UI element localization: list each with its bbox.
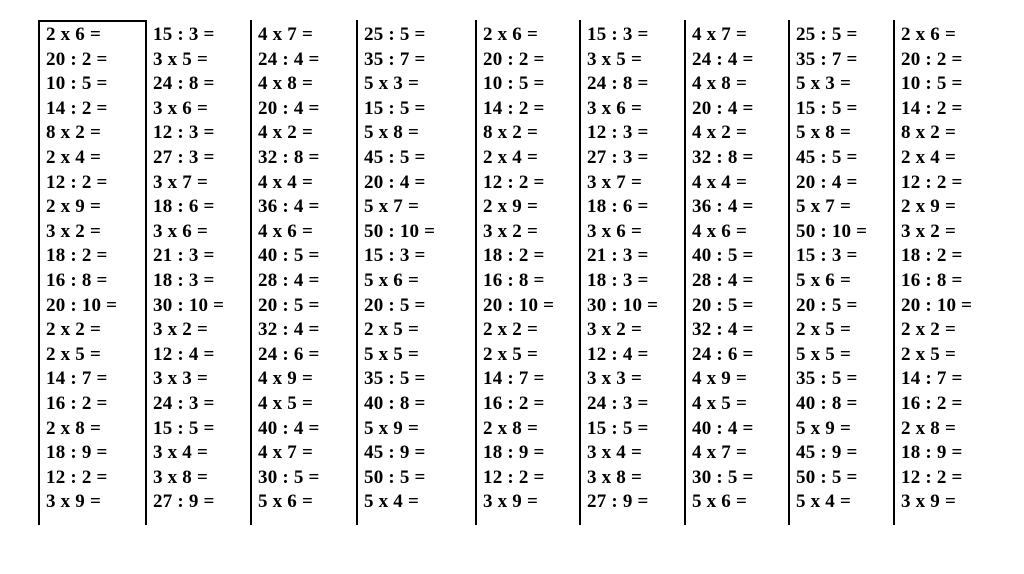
math-problem: 2 x 9 = [46,196,101,218]
math-problem: 18 : 9 = [483,442,545,464]
math-problem: 50 : 10 = [796,220,868,242]
math-problem: 2 x 6 = [901,24,956,45]
math-problem: 12 : 3 = [587,122,649,144]
math-problem: 14 : 2 = [483,97,545,119]
math-problem: 4 x 6 = [692,220,747,242]
math-problem: 5 x 7 = [364,196,419,218]
problem-list [258,23,320,515]
math-problem: 2 x 6 = [46,24,101,45]
math-problem: 50 : 5 = [364,466,426,488]
column-divider [250,20,252,525]
math-problem: 30 : 5 = [258,466,320,488]
math-problem: 36 : 4 = [258,196,320,218]
math-problem: 3 x 3 = [587,368,642,390]
math-problem: 21 : 3 = [153,245,215,267]
math-problem: 4 x 7 = [692,24,747,45]
problem-list [796,23,867,515]
math-problem: 3 x 8 = [153,466,208,488]
math-problem: 4 x 9 = [258,368,313,390]
math-problem: 20 : 10 = [46,294,118,316]
math-problem: 24 : 4 = [692,48,754,70]
problem-list [46,23,117,515]
math-problem: 5 x 3 = [796,73,851,95]
math-problem: 15 : 5 = [796,97,858,119]
math-problem: 14 : 7 = [901,368,963,390]
math-problem: 16 : 2 = [901,392,963,414]
math-problem: 16 : 8 = [483,269,545,291]
math-problem: 50 : 10 = [364,220,436,242]
math-problem: 3 x 2 = [153,319,208,341]
math-problem: 12 : 2 = [901,466,963,488]
math-problem: 18 : 9 = [46,442,108,464]
math-problem: 30 : 10 = [153,294,225,316]
math-problem: 3 x 5 = [587,48,642,70]
math-problem: 24 : 6 = [692,343,754,365]
math-problem: 5 x 9 = [796,417,851,439]
math-problem: 3 x 9 = [46,491,101,513]
math-problem: 3 x 4 = [153,442,208,464]
math-problem: 32 : 4 = [692,319,754,341]
math-problem: 28 : 4 = [258,269,320,291]
math-problem: 24 : 8 = [153,73,215,95]
math-problem: 5 x 5 = [364,343,419,365]
math-problem: 24 : 4 = [258,48,320,70]
math-problem: 2 x 4 = [46,146,101,168]
column-divider [579,20,581,525]
math-problem: 2 x 5 = [901,343,956,365]
math-problem: 20 : 2 = [46,48,108,70]
math-problem: 18 : 2 = [46,245,108,267]
math-problem: 20 : 4 = [258,97,320,119]
math-problem: 27 : 9 = [587,491,649,513]
math-problem: 4 x 7 = [258,442,313,464]
math-problem: 4 x 8 = [258,73,313,95]
column-divider [788,20,790,525]
math-problem: 4 x 7 = [258,24,313,45]
math-problem: 40 : 4 = [258,417,320,439]
problem-list [587,23,658,515]
math-problem: 12 : 2 = [901,171,963,193]
math-problem: 2 x 2 = [46,319,101,341]
math-problem: 2 x 8 = [46,417,101,439]
math-problem: 30 : 10 = [587,294,659,316]
math-problem: 3 x 6 = [587,220,642,242]
math-problem: 45 : 5 = [364,146,426,168]
math-problem: 14 : 2 = [46,97,108,119]
math-problem: 4 x 5 = [258,392,313,414]
math-problem: 28 : 4 = [692,269,754,291]
top-border-line [38,20,146,22]
math-problem: 40 : 5 = [258,245,320,267]
math-problem: 3 x 9 = [483,491,538,513]
math-problem: 2 x 4 = [901,146,956,168]
math-problem: 3 x 8 = [587,466,642,488]
math-problem: 10 : 5 = [901,73,963,95]
math-problem: 35 : 5 = [796,368,858,390]
math-problem: 5 x 8 = [796,122,851,144]
math-problem: 15 : 3 = [153,24,215,45]
math-problem: 5 x 6 = [796,269,851,291]
math-problem: 35 : 7 = [364,48,426,70]
math-problem: 18 : 3 = [153,269,215,291]
math-problem: 20 : 5 = [692,294,754,316]
math-problem: 20 : 4 = [364,171,426,193]
math-problem: 18 : 6 = [153,196,215,218]
math-problem: 14 : 7 = [46,368,108,390]
math-problem: 5 x 8 = [364,122,419,144]
math-problem: 12 : 2 = [46,171,108,193]
math-problem: 3 x 5 = [153,48,208,70]
math-problem: 24 : 3 = [587,392,649,414]
math-problem: 3 x 6 = [153,97,208,119]
math-problem: 14 : 7 = [483,368,545,390]
math-problem: 36 : 4 = [692,196,754,218]
math-problem: 5 x 9 = [364,417,419,439]
math-problem: 3 x 7 = [587,171,642,193]
math-problem: 45 : 9 = [364,442,426,464]
math-problem: 2 x 5 = [483,343,538,365]
math-problem: 24 : 6 = [258,343,320,365]
math-problem: 5 x 6 = [692,491,747,513]
math-problem: 2 x 9 = [901,196,956,218]
math-problem: 3 x 2 = [46,220,101,242]
math-problem: 16 : 8 = [901,269,963,291]
math-problem: 5 x 5 = [796,343,851,365]
math-problem: 3 x 7 = [153,171,208,193]
math-problem: 20 : 4 = [692,97,754,119]
math-problem: 20 : 10 = [901,294,973,316]
math-problem: 32 : 8 = [692,146,754,168]
math-problem: 12 : 4 = [153,343,215,365]
math-problem: 50 : 5 = [796,466,858,488]
math-problem: 4 x 9 = [692,368,747,390]
math-problem: 12 : 2 = [483,171,545,193]
math-problem: 16 : 2 = [46,392,108,414]
math-problem: 35 : 7 = [796,48,858,70]
math-problem: 5 x 4 = [364,491,419,513]
math-problem: 10 : 5 = [46,73,108,95]
math-problem: 24 : 8 = [587,73,649,95]
math-problem: 40 : 8 = [364,392,426,414]
math-problem: 3 x 6 = [587,97,642,119]
problem-list [483,23,554,515]
math-problem: 27 : 3 = [153,146,215,168]
math-problem: 2 x 8 = [483,417,538,439]
math-problem: 20 : 2 = [901,48,963,70]
column-divider [38,20,40,525]
math-problem: 40 : 4 = [692,417,754,439]
math-problem: 3 x 2 = [901,220,956,242]
math-problem: 2 x 5 = [364,319,419,341]
math-problem: 2 x 4 = [483,146,538,168]
column-divider [475,20,477,525]
column-divider [145,20,147,525]
math-problem: 27 : 9 = [153,491,215,513]
math-problem: 5 x 3 = [364,73,419,95]
math-problem: 8 x 2 = [483,122,538,144]
column-divider [893,20,895,525]
math-problem: 18 : 3 = [587,269,649,291]
math-problem: 12 : 2 = [46,466,108,488]
math-worksheet [38,20,998,530]
math-problem: 4 x 5 = [692,392,747,414]
problem-list [153,23,224,515]
math-problem: 25 : 5 = [796,24,858,45]
math-problem: 10 : 5 = [483,73,545,95]
math-problem: 2 x 2 = [901,319,956,341]
math-problem: 5 x 7 = [796,196,851,218]
problem-list [901,23,972,515]
math-problem: 24 : 3 = [153,392,215,414]
math-problem: 15 : 5 = [364,97,426,119]
math-problem: 4 x 8 = [692,73,747,95]
math-problem: 21 : 3 = [587,245,649,267]
math-problem: 18 : 2 = [483,245,545,267]
math-problem: 3 x 2 = [483,220,538,242]
math-problem: 3 x 4 = [587,442,642,464]
math-problem: 40 : 5 = [692,245,754,267]
math-problem: 8 x 2 = [46,122,101,144]
math-problem: 15 : 5 = [587,417,649,439]
math-problem: 12 : 3 = [153,122,215,144]
math-problem: 32 : 4 = [258,319,320,341]
math-problem: 20 : 5 = [364,294,426,316]
math-problem: 32 : 8 = [258,146,320,168]
math-problem: 5 x 6 = [258,491,313,513]
math-problem: 20 : 10 = [483,294,555,316]
math-problem: 5 x 4 = [796,491,851,513]
math-problem: 45 : 5 = [796,146,858,168]
math-problem: 4 x 2 = [258,122,313,144]
math-problem: 2 x 9 = [483,196,538,218]
problem-list [692,23,754,515]
math-problem: 15 : 3 = [364,245,426,267]
math-problem: 5 x 6 = [364,269,419,291]
math-problem: 3 x 3 = [153,368,208,390]
math-problem: 20 : 5 = [258,294,320,316]
math-problem: 35 : 5 = [364,368,426,390]
math-problem: 8 x 2 = [901,122,956,144]
math-problem: 4 x 2 = [692,122,747,144]
math-problem: 16 : 8 = [46,269,108,291]
math-problem: 2 x 5 = [796,319,851,341]
math-problem: 4 x 4 = [692,171,747,193]
math-problem: 18 : 2 = [901,245,963,267]
column-divider [684,20,686,525]
math-problem: 12 : 2 = [483,466,545,488]
problem-list [364,23,435,515]
math-problem: 20 : 5 = [796,294,858,316]
math-problem: 4 x 7 = [692,442,747,464]
math-problem: 4 x 6 = [258,220,313,242]
math-problem: 30 : 5 = [692,466,754,488]
math-problem: 45 : 9 = [796,442,858,464]
math-problem: 3 x 9 = [901,491,956,513]
math-problem: 14 : 2 = [901,97,963,119]
math-problem: 4 x 4 = [258,171,313,193]
math-problem: 20 : 2 = [483,48,545,70]
math-problem: 16 : 2 = [483,392,545,414]
math-problem: 18 : 6 = [587,196,649,218]
column-divider [356,20,358,525]
math-problem: 2 x 2 = [483,319,538,341]
math-problem: 25 : 5 = [364,24,426,45]
math-problem: 2 x 6 = [483,24,538,45]
math-problem: 12 : 4 = [587,343,649,365]
math-problem: 3 x 2 = [587,319,642,341]
math-problem: 27 : 3 = [587,146,649,168]
math-problem: 2 x 8 = [901,417,956,439]
math-problem: 18 : 9 = [901,442,963,464]
math-problem: 15 : 3 = [796,245,858,267]
math-problem: 40 : 8 = [796,392,858,414]
math-problem: 15 : 5 = [153,417,215,439]
math-problem: 3 x 6 = [153,220,208,242]
math-problem: 2 x 5 = [46,343,101,365]
math-problem: 20 : 4 = [796,171,858,193]
math-problem: 15 : 3 = [587,24,649,45]
